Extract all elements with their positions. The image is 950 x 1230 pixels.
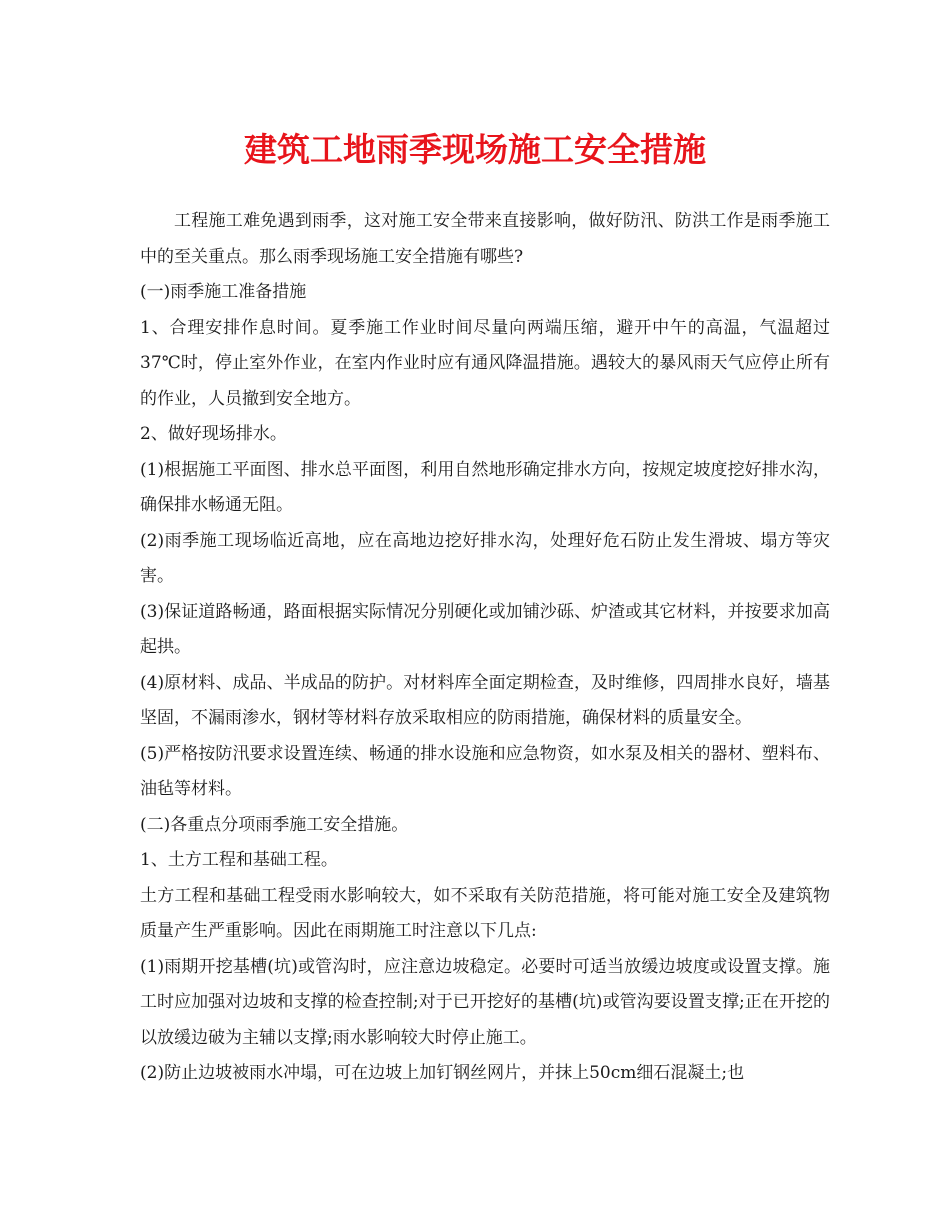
section-heading-preparation: (一)雨季施工准备措施 bbox=[140, 282, 307, 302]
intro-paragraph: 工程施工难免遇到雨季，这对施工安全带来直接影响，做好防汛、防洪工作是雨季施工中的至关重点。那么雨季现场施工安全措施有哪些? bbox=[140, 211, 830, 267]
section-heading-measures: (二)各重点分项雨季施工安全措施。 bbox=[140, 814, 409, 835]
paragraph-earthwork-intro: 土方工程和基础工程受雨水影响较大，如不采取有关防范措施，将可能对施工安全及建筑物质量产生严重影响。因此在雨期施工时注意以下几点: bbox=[140, 885, 830, 941]
document-title: 建筑工地雨季现场施工安全措施 bbox=[244, 130, 706, 169]
paragraph-item-2: 2、做好现场排水。 bbox=[140, 424, 287, 444]
paragraph-subitem-4: (4)原材料、成品、半成品的防护。对材料库全面定期检查，及时维修，四周排水良好，墙基坚固，不漏雨渗水，钢材等材料存放采取相应的防雨措施，确保材料的质量安全。 bbox=[140, 672, 830, 728]
paragraph-subitem-3: (3)保证道路畅通，路面根据实际情况分别硬化或加铺沙砾、炉渣或其它材料，并按要求加高起拱。 bbox=[140, 601, 830, 657]
paragraph-subitem-1: (1)根据施工平面图、排水总平面图，利用自然地形确定排水方向，按规定坡度挖好排水沟，确保排水畅通无阻。 bbox=[140, 459, 830, 515]
document-body bbox=[140, 204, 830, 1092]
paragraph-earthwork-2: (2)防止边坡被雨水冲塌，可在边坡上加钉钢丝网片，并抹上50cm细石混凝土;也 bbox=[140, 1063, 745, 1083]
paragraph-subitem-2: (2)雨季施工现场临近高地，应在高地边挖好排水沟，处理好危石防止发生滑坡、塌方等灾害。 bbox=[140, 530, 830, 586]
paragraph-item-1: 1、合理安排作息时间。夏季施工作业时间尽量向两端压缩，避开中午的高温，气温超过37℃时，停止室外作业，在室内作业时应有通风降温措施。遇较大的暴风雨天气应停止所有的作业，人员撤到安全地方。 bbox=[140, 317, 830, 409]
paragraph-earthwork-1: (1)雨期开挖基槽(坑)或管沟时，应注意边坡稳定。必要时可适当放缓边坡度或设置支撑。施工时应加强对边坡和支撑的检查控制;对于已开挖好的基槽(坑)或管沟要设置支撑;正在开挖的以放缓边破为主辅以支撑;雨水影响较大时停止施工。 bbox=[140, 956, 830, 1048]
paragraph-earthwork-heading: 1、土方工程和基础工程。 bbox=[140, 850, 338, 870]
paragraph-subitem-5: (5)严格按防汛要求设置连续、畅通的排水设施和应急物资，如水泵及相关的器材、塑料布、油毡等材料。 bbox=[140, 743, 830, 799]
